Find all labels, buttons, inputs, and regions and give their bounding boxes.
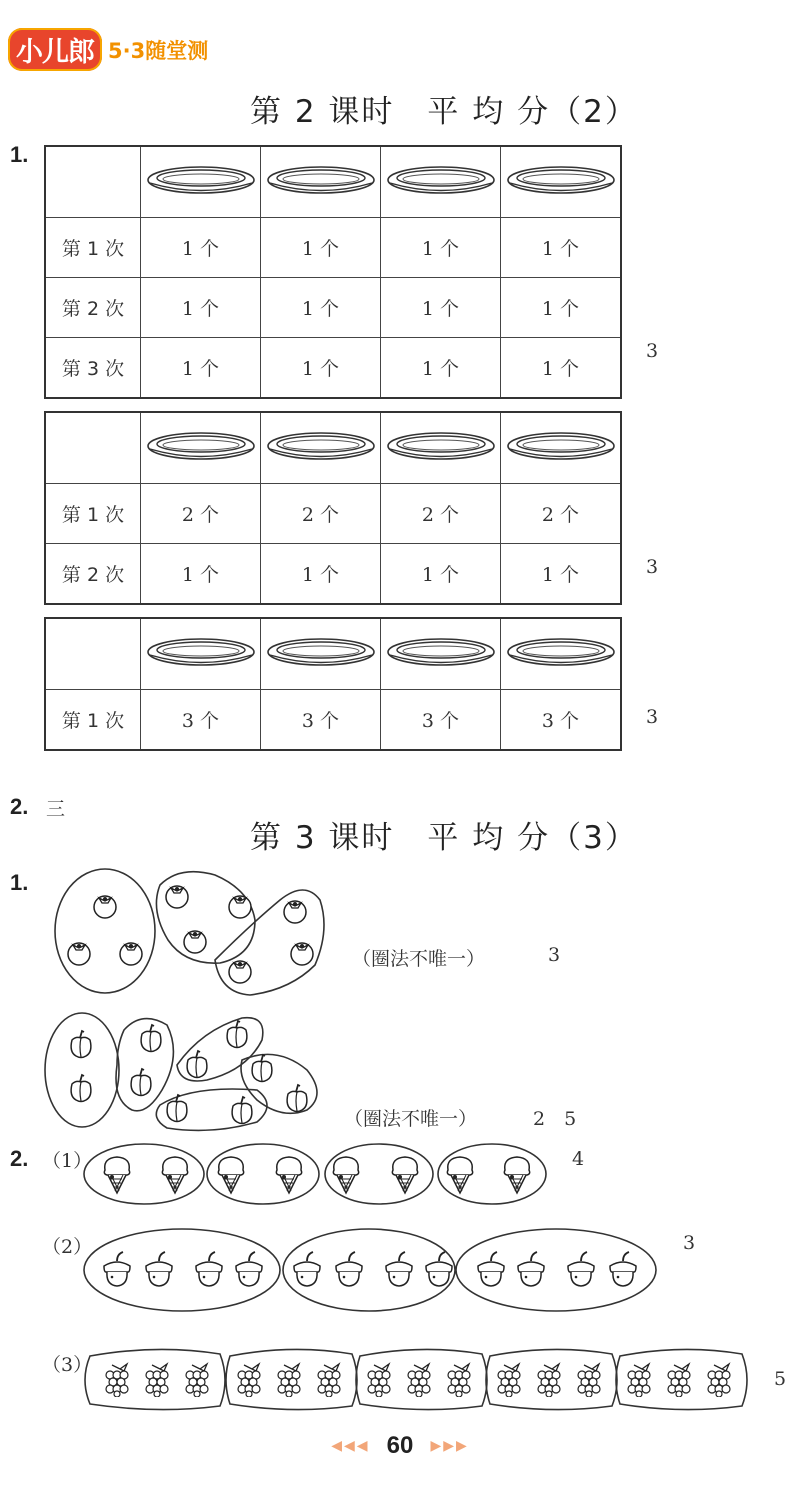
grapes-icon [538, 1364, 560, 1397]
tomato-icon [184, 931, 206, 953]
plate-icon [386, 636, 496, 668]
q2-part2-answer: 3 [683, 1232, 696, 1254]
acorn-icon [386, 1252, 412, 1286]
grapes-icon [368, 1364, 390, 1397]
table-cell: 2 个 [501, 484, 622, 544]
icecream-icon [447, 1157, 472, 1193]
row-label: 第 2 次 [45, 544, 141, 605]
grapes-icon [578, 1364, 600, 1397]
acorn-icon [236, 1252, 262, 1286]
table-cell: 2 个 [261, 484, 381, 544]
plate-table-3 [44, 617, 622, 751]
table-2-answer: 3 [646, 556, 659, 578]
plate-icon [266, 430, 376, 462]
corner-cell [45, 146, 141, 218]
table-row [45, 690, 621, 751]
row-label: 第 2 次 [45, 278, 141, 338]
icecream-icon [104, 1157, 129, 1193]
table-cell: 3 个 [141, 690, 261, 751]
table-cell: 1 个 [261, 338, 381, 399]
table-row [45, 218, 621, 278]
table-cell: 1 个 [501, 218, 622, 278]
table-cell: 1 个 [261, 544, 381, 605]
tomato-note: （圈法不唯一） [352, 948, 486, 970]
icecream-icon [392, 1157, 417, 1193]
plate-icon [506, 430, 616, 462]
table-cell: 1 个 [381, 278, 501, 338]
plate-table-2 [44, 411, 622, 605]
lesson2-q2-answer: 三 [46, 798, 66, 820]
page-number: 60 [386, 1432, 414, 1459]
grapes-icon [668, 1364, 690, 1397]
plate-icon [146, 430, 256, 462]
brand-series: 5·3随堂测 [108, 38, 209, 63]
plate-icon [386, 164, 496, 196]
lesson2-q1-number: 1. [10, 142, 29, 167]
acorn-icon [336, 1252, 362, 1286]
brand-header [8, 28, 208, 71]
pepper-icon [232, 1097, 252, 1124]
corner-cell [45, 412, 141, 484]
pepper-answer: 2 5 [533, 1108, 577, 1130]
prev-arrows-icon: ◀◀◀ [331, 1438, 370, 1454]
table-cell: 1 个 [141, 218, 261, 278]
acorn-icon [146, 1252, 172, 1286]
tomato-icon [166, 886, 188, 908]
plate-cell [261, 412, 381, 484]
lesson2-title: 第 2 课时 平 均 分（2） [250, 94, 638, 130]
pepper-note: （圈法不唯一） [344, 1108, 478, 1130]
table-cell: 1 个 [261, 218, 381, 278]
pepper-icon [71, 1075, 91, 1102]
tomato-icon [229, 896, 251, 918]
table-row [45, 278, 621, 338]
icecream-icon [333, 1157, 358, 1193]
table-cell: 1 个 [501, 278, 622, 338]
grapes-icon [238, 1364, 260, 1397]
table-cell: 1 个 [141, 544, 261, 605]
acorn-icon [518, 1252, 544, 1286]
q2-part1-label: （1） [42, 1150, 93, 1172]
plate-cell [501, 618, 622, 690]
tomato-icon [229, 961, 251, 983]
table-row [45, 338, 621, 399]
tomato-icon [120, 943, 142, 965]
plate-icon [506, 164, 616, 196]
acorn-icon [294, 1252, 320, 1286]
plate-cell [501, 412, 622, 484]
plate-icon [146, 636, 256, 668]
plate-cell [261, 146, 381, 218]
grapes-icon [186, 1364, 208, 1397]
plate-cell [141, 146, 261, 218]
grapes-icon [498, 1364, 520, 1397]
lesson3-q2-number: 2. [10, 1146, 29, 1171]
acorn-groups-figure [82, 1226, 664, 1316]
row-label: 第 1 次 [45, 690, 141, 751]
grape-groups-figure [82, 1346, 752, 1414]
table-cell: 2 个 [381, 484, 501, 544]
pepper-icon [141, 1025, 161, 1052]
acorn-icon [104, 1252, 130, 1286]
q2-part2-label: （2） [42, 1236, 93, 1258]
tomato-icon [68, 943, 90, 965]
pepper-icon [287, 1085, 307, 1112]
grapes-icon [106, 1364, 128, 1397]
grapes-icon [146, 1364, 168, 1397]
plate-icon [266, 636, 376, 668]
plate-cell [141, 412, 261, 484]
lesson3-q1-number: 1. [10, 870, 29, 895]
table-cell: 3 个 [261, 690, 381, 751]
table-cell: 1 个 [381, 218, 501, 278]
tomato-icon [284, 901, 306, 923]
pepper-icon [187, 1051, 207, 1078]
icecream-icon [218, 1157, 243, 1193]
plate-cell [381, 412, 501, 484]
tomato-groups-figure [50, 865, 340, 1005]
tomato-icon [291, 943, 313, 965]
lesson3-title: 第 3 课时 平 均 分（3） [250, 820, 638, 856]
grapes-icon [628, 1364, 650, 1397]
row-label: 第 1 次 [45, 484, 141, 544]
grapes-icon [278, 1364, 300, 1397]
acorn-icon [478, 1252, 504, 1286]
q2-part3-label: （3） [42, 1354, 93, 1376]
pepper-icon [227, 1021, 247, 1048]
q2-part3-answer: 5 [774, 1368, 787, 1390]
table-cell: 3 个 [501, 690, 622, 751]
acorn-icon [426, 1252, 452, 1286]
table-row [45, 544, 621, 605]
plate-cell [261, 618, 381, 690]
plate-icon [386, 430, 496, 462]
plate-cell [501, 146, 622, 218]
table-row [45, 484, 621, 544]
table-cell: 1 个 [261, 278, 381, 338]
grapes-icon [318, 1364, 340, 1397]
icecream-icon [504, 1157, 529, 1193]
plate-icon [266, 164, 376, 196]
row-label: 第 3 次 [45, 338, 141, 399]
pepper-icon [252, 1055, 272, 1082]
table-cell: 1 个 [141, 278, 261, 338]
plate-icon [146, 164, 256, 196]
page-footer [0, 1432, 800, 1460]
acorn-icon [610, 1252, 636, 1286]
tomato-answer: 3 [548, 944, 561, 966]
grapes-icon [408, 1364, 430, 1397]
lesson2-q2-number: 2. [10, 794, 29, 819]
next-arrows-icon: ▶▶▶ [430, 1438, 469, 1454]
table-cell: 1 个 [501, 338, 622, 399]
q2-part1-answer: 4 [572, 1148, 585, 1170]
pepper-groups-figure [42, 1010, 327, 1140]
table-1-answer: 3 [646, 340, 659, 362]
icecream-icon [276, 1157, 301, 1193]
pepper-icon [71, 1031, 91, 1058]
pepper-icon [131, 1069, 151, 1096]
corner-cell [45, 618, 141, 690]
acorn-icon [568, 1252, 594, 1286]
table-cell: 2 个 [141, 484, 261, 544]
grapes-icon [708, 1364, 730, 1397]
table-3-answer: 3 [646, 706, 659, 728]
table-cell: 1 个 [381, 338, 501, 399]
plate-icon [506, 636, 616, 668]
icecream-icon [162, 1157, 187, 1193]
plate-cell [381, 618, 501, 690]
plate-table-1 [44, 145, 622, 399]
table-cell: 1 个 [501, 544, 622, 605]
row-label: 第 1 次 [45, 218, 141, 278]
brand-logo: 小儿郎 [8, 28, 102, 71]
grapes-icon [448, 1364, 470, 1397]
table-cell: 1 个 [141, 338, 261, 399]
acorn-icon [196, 1252, 222, 1286]
icecream-groups-figure [82, 1140, 552, 1208]
table-cell: 1 个 [381, 544, 501, 605]
plate-cell [141, 618, 261, 690]
plate-cell [381, 146, 501, 218]
table-cell: 3 个 [381, 690, 501, 751]
tomato-icon [94, 896, 116, 918]
